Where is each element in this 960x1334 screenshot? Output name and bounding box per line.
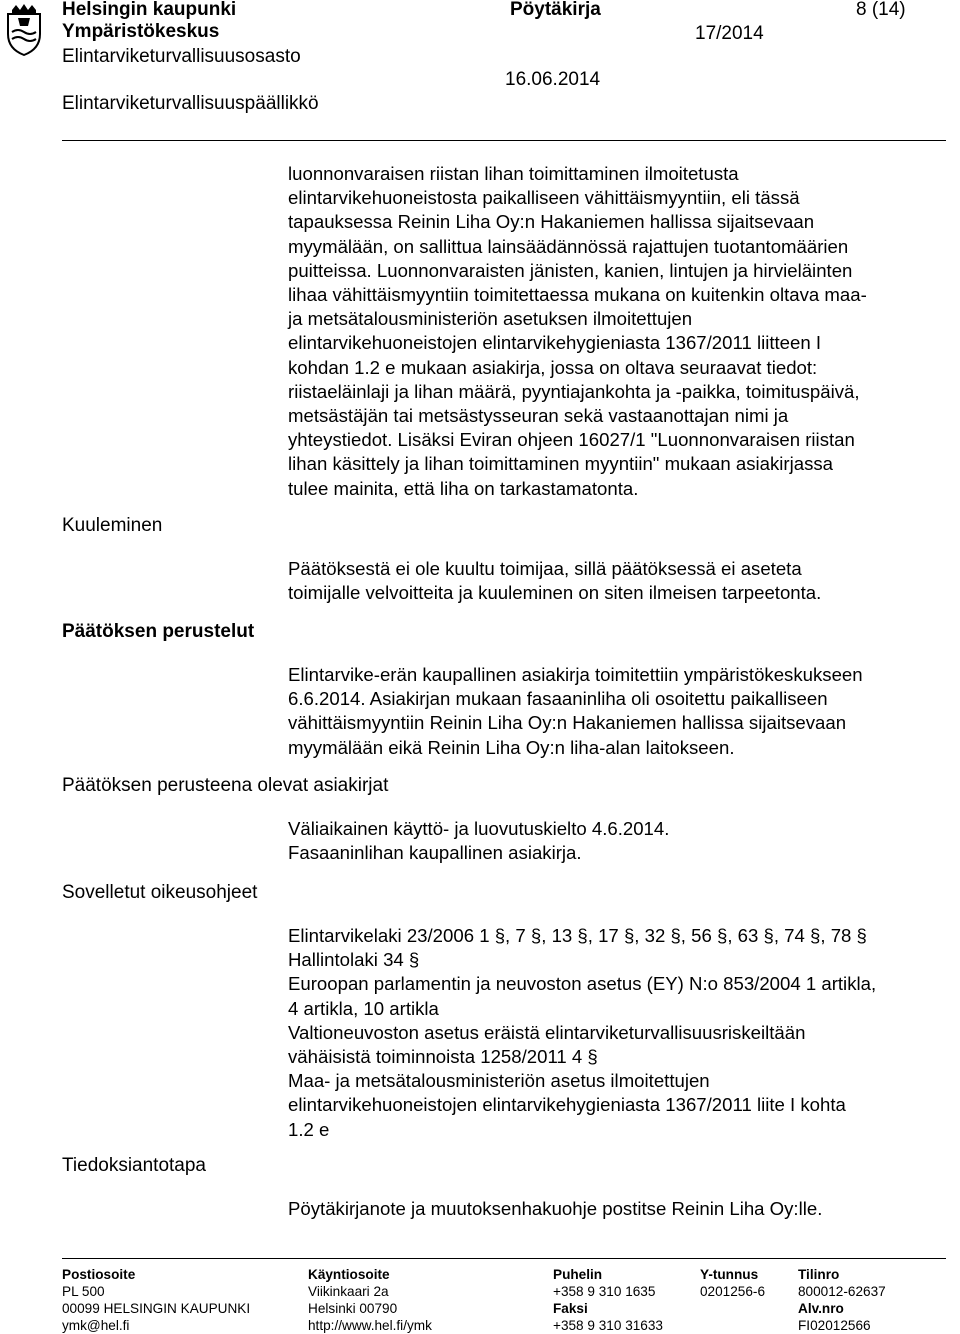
text-line: Valtioneuvoston asetus eräistä elintarviketurvallisuusriskeiltään (288, 1021, 806, 1043)
footer-line: +358 9 310 31633 (553, 1318, 663, 1333)
footer-heading: Faksi (553, 1301, 588, 1316)
text-line: tapauksessa Reinin Liha Oy:n Hakaniemen hallissa sijaitsevaan (288, 211, 815, 233)
tiedoksianto-paragraph (288, 1197, 948, 1221)
footer-line: 0201256-6 (700, 1284, 766, 1299)
footer-heading: Puhelin (553, 1267, 603, 1282)
asiakirjat-list (288, 817, 948, 865)
oikeusohjeet-list (288, 924, 948, 1142)
footer-puhelin (553, 1266, 663, 1334)
footer-line: 800012-62637 (798, 1284, 886, 1299)
officer-title: Elintarviketurvallisuuspäällikkö (62, 93, 319, 114)
text-line: tulee mainita, että liha on tarkastamatonta. (288, 477, 639, 499)
text-line: lihan käsittely ja lihan toimittaminen myyntiin" mukaan asiakirjassa (288, 453, 834, 475)
text-line: elintarvikehuoneistojen elintarvikehygieniasta 1367/2011 liite I kohta (288, 1094, 846, 1116)
text-line: Päätöksestä ei ole kuultu toimijaa, sillä päätöksessä ei aseteta (288, 558, 802, 579)
footer-tilinro (798, 1266, 886, 1334)
page-number: 8 (14) (856, 0, 906, 20)
label-kuuleminen: Kuuleminen (62, 515, 163, 536)
footer-ytunnus (700, 1266, 765, 1300)
department-name: Elintarviketurvallisuusosasto (62, 46, 301, 67)
text-line: myymälään, on sallittua lainsäädännössä rajattujen tuotantomäärien (288, 235, 849, 257)
text-line: Euroopan parlamentin ja neuvoston asetus (EY) N:o 853/2004 1 artikla, (288, 973, 877, 995)
helsinki-crest-logo (4, 4, 44, 56)
footer-kayntiosoite (308, 1266, 432, 1334)
text-line: luonnonvaraisen riistan lihan toimittaminen ilmoitetusta (288, 163, 739, 184)
footer-heading: Postiosoite (62, 1267, 136, 1282)
text-line: vähäisistä toiminnoista 1258/2011 4 § (288, 1046, 598, 1068)
text-line: toimijalle velvoitteita ja kuuleminen on siten ilmeisen tarpeetonta. (288, 582, 822, 604)
perustelut-paragraph (288, 663, 948, 760)
text-line: Elintarvikelaki 23/2006 1 §, 7 §, 13 §, 17 §, 32 §, 56 §, 63 §, 74 §, 78 § (288, 925, 867, 946)
text-line: 6.6.2014. Asiakirjan mukaan fasaaninliha oli osoitettu paikalliseen (288, 688, 828, 710)
text-line: Maa- ja metsätalousministeriön asetus ilmoitettujen (288, 1070, 710, 1092)
text-line: Hallintolaki 34 § (288, 949, 420, 971)
text-line: Väliaikainen käyttö- ja luovutuskielto 4.6.2014. (288, 818, 670, 839)
footer-website-link[interactable]: http://www.hel.fi/ymk (308, 1318, 432, 1333)
text-line: 1.2 e (288, 1118, 330, 1140)
kuuleminen-paragraph (288, 557, 948, 605)
text-line: riistaeläinlaji ja lihan määrä, pyyntiajankohta ja -paikka, toimituspäivä, (288, 380, 860, 402)
footer-postiosoite (62, 1266, 250, 1334)
footer-line: Helsinki 00790 (308, 1301, 398, 1316)
text-line: Fasaaninlihan kaupallinen asiakirja. (288, 842, 582, 864)
text-line: kohdan 1.2 e mukaan asiakirja, jossa on oltava seuraavat tiedot: (288, 356, 818, 378)
text-line: elintarvikehuoneistojen elintarvikehygieniasta 1367/2011 liitteen I (288, 332, 822, 354)
center-name: Ympäristökeskus (62, 21, 220, 42)
label-asiakirjat: Päätöksen perusteena olevat asiakirjat (62, 775, 389, 796)
document-date: 16.06.2014 (505, 69, 601, 90)
label-oikeusohjeet: Sovelletut oikeusohjeet (62, 882, 258, 903)
label-paatoksen-perustelut: Päätöksen perustelut (62, 621, 255, 642)
header-rule (62, 140, 946, 141)
footer-line: FI02012566 (798, 1318, 871, 1333)
text-line: myymälään eikä Reinin Liha Oy:n liha-alan laitokseen. (288, 736, 735, 758)
footer-heading: Käyntiosoite (308, 1267, 390, 1282)
footer-heading: Alv.nro (798, 1301, 844, 1316)
organization-name: Helsingin kaupunki (62, 0, 237, 20)
footer-heading: Y-tunnus (700, 1267, 759, 1282)
text-line: elintarvikehuoneistosta paikalliseen vähittäismyyntiin, eli tässä (288, 187, 800, 209)
text-line: Pöytäkirjanote ja muutoksenhakuohje postitse Reinin Liha Oy:lle. (288, 1198, 823, 1219)
footer-rule (62, 1258, 946, 1259)
text-line: ja metsätalousministeriön asetuksen ilmoitettujen (288, 308, 693, 330)
footer-email-link[interactable]: ymk@hel.fi (62, 1318, 130, 1333)
text-line: lihaa vähittäismyyntiin toimitettaessa mukana on kuitenkin oltava maa- (288, 284, 867, 306)
text-line: vähittäismyyntiin Reinin Liha Oy:n Hakaniemen hallissa sijaitsevaan (288, 712, 847, 734)
footer-heading: Tilinro (798, 1267, 840, 1282)
text-line: puitteissa. Luonnonvaraisten jänisten, kanien, lintujen ja hirvieläinten (288, 259, 853, 281)
document-number: 17/2014 (695, 23, 764, 44)
text-line: yhteystiedot. Lisäksi Eviran ohjeen 16027/1 "Luonnonvaraisen riistan (288, 429, 855, 451)
footer-line: Viikinkaari 2a (308, 1284, 389, 1299)
document-type: Pöytäkirja (510, 0, 601, 20)
label-tiedoksiantotapa: Tiedoksiantotapa (62, 1155, 207, 1176)
intro-paragraph (288, 162, 948, 501)
footer-line: 00099 HELSINGIN KAUPUNKI (62, 1301, 251, 1316)
footer-line: PL 500 (62, 1284, 105, 1299)
text-line: Elintarvike-erän kaupallinen asiakirja toimitettiin ympäristökeskukseen (288, 664, 863, 685)
text-line: 4 artikla, 10 artikla (288, 997, 439, 1019)
footer-line: +358 9 310 1635 (553, 1284, 656, 1299)
text-line: metsästäjän tai metsästysseuran sekä vastaanottajan nimi ja (288, 405, 789, 427)
